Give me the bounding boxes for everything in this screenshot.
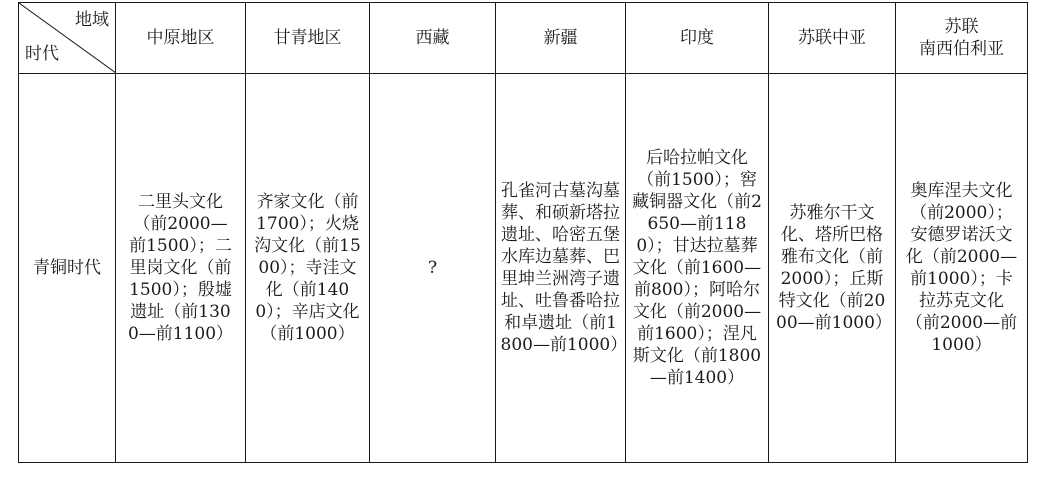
corner-region-label: 地域	[75, 10, 109, 30]
col-header-south-siberia: 苏联 南西伯利亚	[896, 3, 1028, 74]
cell-soviet-central-asia: 苏雅尔干文化、塔所巴格雅布文化（前2000）；丘斯特文化（前2000—前1000）	[769, 74, 896, 463]
data-table	[18, 2, 1028, 463]
cell-gansu-qinghai: 齐家文化（前1700）；火烧沟文化（前1500）；寺洼文化（前1400）；辛店文化（前1000）	[246, 74, 370, 463]
col-header-tibet: 西藏	[370, 3, 496, 74]
col-header-xinjiang: 新疆	[496, 3, 626, 74]
col-header-soviet-central-asia: 苏联中亚	[769, 3, 896, 74]
row-label-bronze-age: 青铜时代	[19, 74, 116, 463]
cell-xinjiang: 孔雀河古墓沟墓葬、和硕新塔拉遗址、哈密五堡水库边墓葬、巴里坤兰洲湾子遗址、吐鲁番哈拉和卓遗址（前1800—前1000）	[496, 74, 626, 463]
table-row	[19, 74, 1028, 463]
cell-india: 后哈拉帕文化（前1500）；窖藏铜器文化（前2650—前1180）；甘达拉墓葬文化（前1600—前800）；阿哈尔文化（前2000—前1600）；涅凡斯文化（前1800—前1400）	[626, 74, 769, 463]
col-header-gansu-qinghai: 甘青地区	[246, 3, 370, 74]
header-row	[19, 3, 1028, 74]
cell-tibet: ?	[370, 74, 496, 463]
corner-era-label: 时代	[25, 44, 59, 64]
cell-central-plains: 二里头文化（前2000—前1500）；二里岗文化（前1500）；殷墟遗址（前1300—前1100）	[116, 74, 246, 463]
cell-south-siberia: 奥库涅夫文化（前2000）；安德罗诺沃文化（前2000—前1000）；卡拉苏克文化（前2000—前1000）	[896, 74, 1028, 463]
corner-header	[19, 3, 116, 74]
col-header-india: 印度	[626, 3, 769, 74]
col-header-central-plains: 中原地区	[116, 3, 246, 74]
